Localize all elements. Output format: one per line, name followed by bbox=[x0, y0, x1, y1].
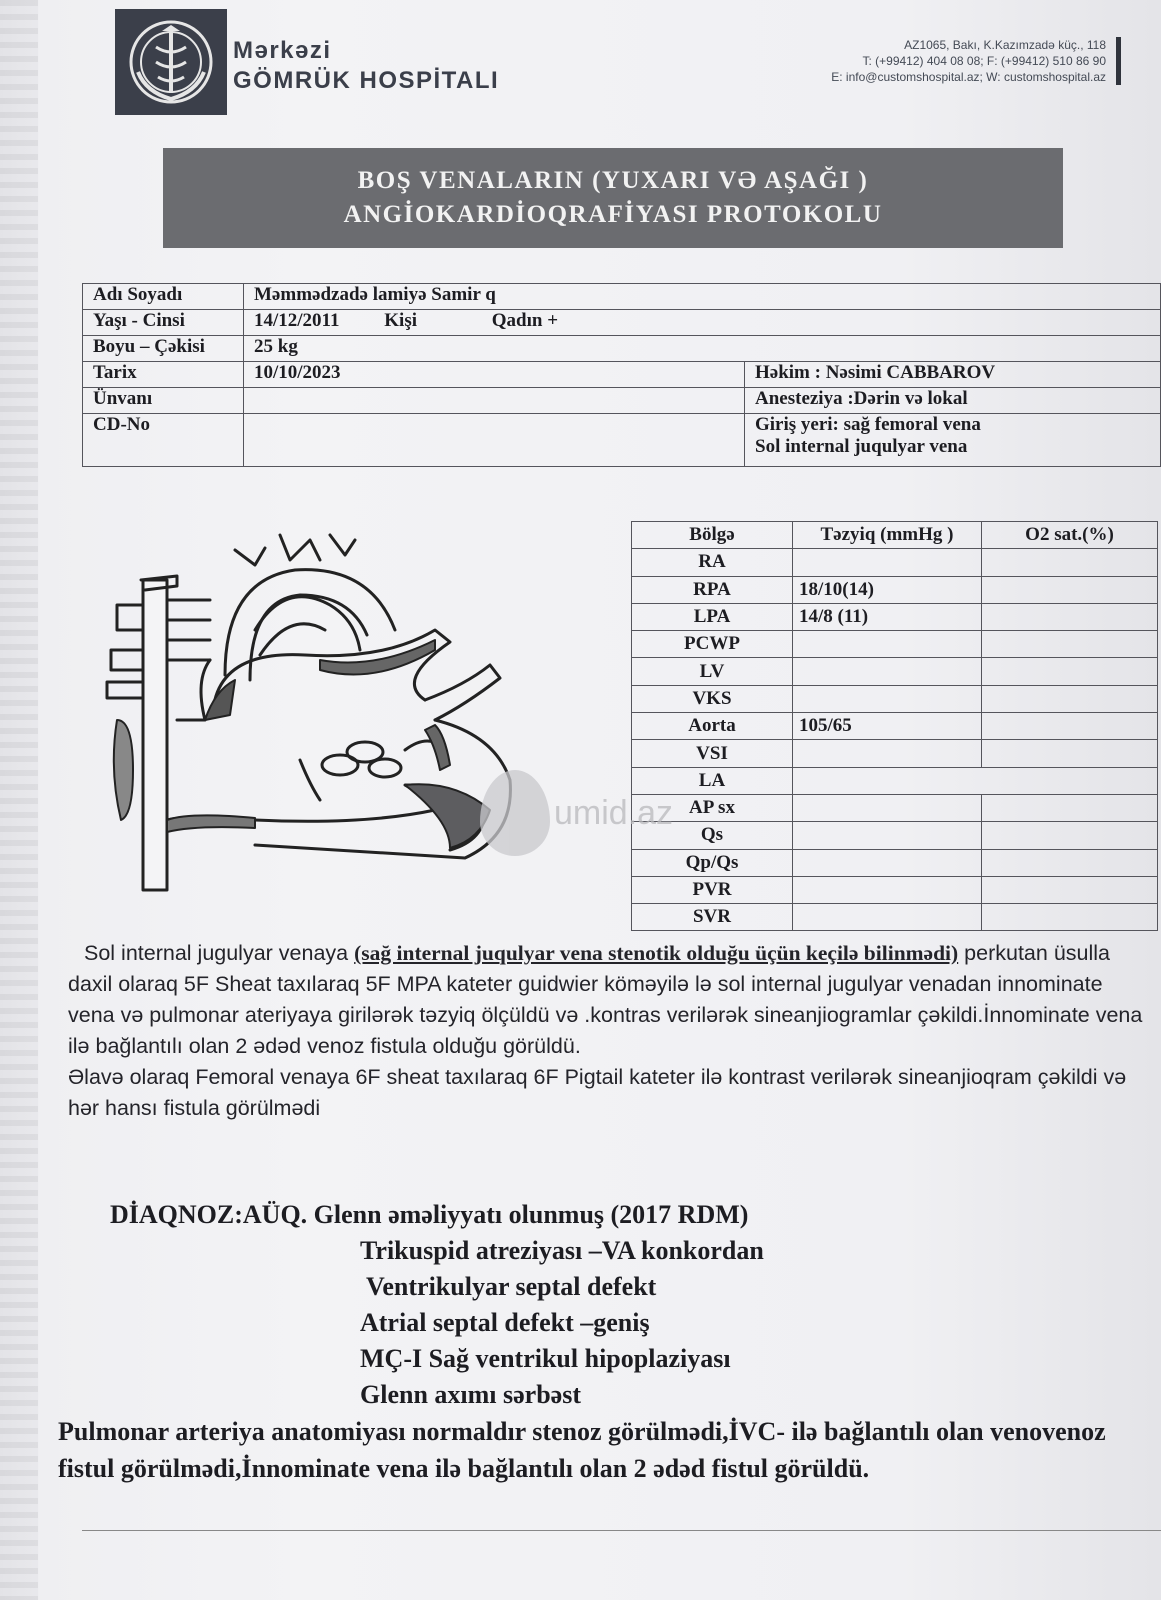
p1-rest: perkutan üsulla daxil olaraq 5F Sheat taxılaraq 5F MPA kateter guidwier köməyilə lə sol internal jugulyar venadan innominate vena və pulmonar ateriyaya girilərək təzyiq ölçüldü və .kontras verilərək sineanjiogramlar çəkildi.İnnominate vena ilə bağlantılı olan 2 ədəd venoz fistula olduğu görüldü. bbox=[68, 941, 1143, 1058]
table-row bbox=[632, 822, 1158, 849]
diagnosis-conclusion: Pulmonar arteriya anatomiyası normaldır stenoz görülmədi,İVC- ilə bağlantılı olan venovenoz fistul görülmədi,İnnominate vena ilə bağlantılı olan 2 ədəd fistul görüldü. bbox=[58, 1417, 1106, 1483]
pressure-cell bbox=[793, 549, 982, 576]
diagnosis-block bbox=[58, 1197, 1148, 1487]
caduceus-emblem-icon bbox=[126, 17, 216, 107]
hospital-name-line1: Mərkəzi bbox=[233, 37, 332, 64]
region-cell: AP sx bbox=[632, 794, 793, 821]
sat-cell bbox=[982, 631, 1158, 658]
cd-label: CD-No bbox=[83, 414, 244, 467]
contact-block bbox=[831, 37, 1121, 85]
age-sex-value bbox=[244, 310, 1161, 336]
table-row bbox=[632, 549, 1158, 576]
header-pressure: Təzyiq (mmHg ) bbox=[793, 522, 982, 549]
address-text: AZ1065, Bakı, K.Kazımzadə küç., 118 bbox=[904, 38, 1106, 52]
region-cell: Qs bbox=[632, 822, 793, 849]
pressure-cell bbox=[793, 822, 982, 849]
region-cell: LPA bbox=[632, 603, 793, 630]
footer-divider bbox=[82, 1530, 1161, 1531]
height-label: Boyu – Çəkisi bbox=[83, 336, 244, 362]
table-row bbox=[632, 740, 1158, 767]
table-row bbox=[632, 794, 1158, 821]
pressure-cell bbox=[793, 794, 982, 821]
table-row bbox=[632, 603, 1158, 630]
table-row bbox=[632, 849, 1158, 876]
pressure-cell bbox=[793, 767, 1158, 794]
region-cell: SVR bbox=[632, 904, 793, 931]
sat-cell bbox=[982, 576, 1158, 603]
diagnosis-line5: MÇ-I Sağ ventrikul hipoplaziyası bbox=[360, 1344, 731, 1373]
date-value: 10/10/2023 bbox=[244, 362, 745, 388]
pressure-cell: 18/10(14) bbox=[793, 576, 982, 603]
table-row bbox=[632, 876, 1158, 903]
table-row bbox=[632, 631, 1158, 658]
heart-diagram bbox=[105, 520, 535, 900]
header-o2sat: O2 sat.(%) bbox=[982, 522, 1158, 549]
pressure-cell bbox=[793, 740, 982, 767]
pressure-cell: 105/65 bbox=[793, 713, 982, 740]
pressure-cell bbox=[793, 685, 982, 712]
sat-cell bbox=[982, 822, 1158, 849]
table-row bbox=[83, 284, 1161, 310]
binder-edge bbox=[0, 0, 38, 1600]
document-title bbox=[163, 148, 1063, 248]
sat-cell bbox=[982, 713, 1158, 740]
date-label: Tarix bbox=[83, 362, 244, 388]
pressure-cell bbox=[793, 849, 982, 876]
watermark-text: umid.az bbox=[554, 793, 674, 832]
height-value: 25 kg bbox=[244, 336, 1161, 362]
diagnosis-line3: Ventrikulyar septal defekt bbox=[366, 1272, 657, 1301]
hospital-name bbox=[233, 36, 499, 96]
procedure-paragraph-1 bbox=[68, 938, 1148, 1062]
region-cell: Aorta bbox=[632, 713, 793, 740]
sat-cell bbox=[982, 685, 1158, 712]
birth-date: 14/12/2011 bbox=[254, 310, 340, 331]
table-row bbox=[632, 767, 1158, 794]
email-text: E: info@customshospital.az; W: customshospital.az bbox=[831, 70, 1106, 84]
watermark-drop-icon bbox=[480, 770, 550, 856]
table-header-row bbox=[632, 522, 1158, 549]
diagnosis-line1: DİAQNOZ:AÜQ. Glenn əməliyyatı olunmuş (2017 RDM) bbox=[110, 1200, 749, 1229]
pressure-cell bbox=[793, 658, 982, 685]
sat-cell bbox=[982, 876, 1158, 903]
region-cell: RPA bbox=[632, 576, 793, 603]
region-cell: LA bbox=[632, 767, 793, 794]
sat-cell bbox=[982, 549, 1158, 576]
access-value bbox=[745, 414, 1161, 467]
region-cell: LV bbox=[632, 658, 793, 685]
table-row bbox=[632, 713, 1158, 740]
watermark bbox=[480, 770, 673, 856]
diagnosis-line2: Trikuspid atreziyası –VA konkordan bbox=[360, 1236, 764, 1265]
address-label: Ünvanı bbox=[83, 388, 244, 414]
name-value: Məmmədzadə lamiyə Samir q bbox=[244, 284, 1161, 310]
table-row bbox=[632, 904, 1158, 931]
table-row bbox=[83, 336, 1161, 362]
sat-cell bbox=[982, 849, 1158, 876]
region-cell: PCWP bbox=[632, 631, 793, 658]
sat-cell bbox=[982, 794, 1158, 821]
sex-male: Kişi bbox=[384, 310, 417, 331]
doctor-value: Həkim : Nəsimi CABBAROV bbox=[745, 362, 1161, 388]
diagnosis-line6: Glenn axımı sərbəst bbox=[360, 1380, 581, 1409]
hospital-logo bbox=[115, 9, 227, 115]
sat-cell bbox=[982, 658, 1158, 685]
table-row bbox=[632, 658, 1158, 685]
header-region: Bölgə bbox=[632, 522, 793, 549]
anesthesia-value: Anesteziya :Dərin və lokal bbox=[745, 388, 1161, 414]
patient-info-table bbox=[82, 283, 1161, 467]
hospital-name-line2: GÖMRÜK HOSPİTALI bbox=[233, 67, 500, 94]
pressure-table bbox=[631, 521, 1158, 931]
table-row bbox=[83, 414, 1161, 467]
procedure-text bbox=[68, 938, 1148, 1124]
procedure-paragraph-2: Əlavə olaraq Femoral venaya 6F sheat taxılaraq 6F Pigtail kateter ilə kontrast verilərək sineanjioqram çəkildi və hər hansı fistula görülmədi bbox=[68, 1065, 1127, 1120]
access-line1: Giriş yeri: sağ femoral vena bbox=[755, 414, 981, 435]
pressure-cell bbox=[793, 631, 982, 658]
pressure-cell bbox=[793, 904, 982, 931]
diagnosis-line4: Atrial septal defekt –geniş bbox=[360, 1308, 650, 1337]
region-cell: VSI bbox=[632, 740, 793, 767]
region-cell: VKS bbox=[632, 685, 793, 712]
cd-value bbox=[244, 414, 745, 467]
title-line2: ANGİOKARDİOQRAFİYASI PROTOKOLU bbox=[343, 201, 883, 228]
table-row bbox=[632, 685, 1158, 712]
region-cell: Qp/Qs bbox=[632, 849, 793, 876]
sat-cell bbox=[982, 740, 1158, 767]
region-cell: PVR bbox=[632, 876, 793, 903]
name-label: Adı Soyadı bbox=[83, 284, 244, 310]
age-label: Yaşı - Cinsi bbox=[83, 310, 244, 336]
p1-underlined: (sağ internal juqulyar vena stenotik olduğu üçün keçilə bilinmədi) bbox=[354, 941, 959, 965]
table-row bbox=[83, 388, 1161, 414]
access-line2: Sol internal juqulyar vena bbox=[755, 436, 968, 457]
sat-cell bbox=[982, 603, 1158, 630]
table-row bbox=[83, 310, 1161, 336]
sex-female: Qadın + bbox=[491, 310, 559, 331]
table-row bbox=[83, 362, 1161, 388]
title-line1: BOŞ VENALARIN (YUXARI VƏ AŞAĞI ) bbox=[357, 167, 869, 194]
pressure-cell bbox=[793, 876, 982, 903]
table-row bbox=[632, 576, 1158, 603]
sat-cell bbox=[982, 904, 1158, 931]
phone-text: T: (+99412) 404 08 08; F: (+99412) 510 86 90 bbox=[862, 54, 1106, 68]
p1-start: Sol internal jugulyar venaya bbox=[84, 941, 355, 965]
pressure-cell: 14/8 (11) bbox=[793, 603, 982, 630]
address-value bbox=[244, 388, 745, 414]
region-cell: RA bbox=[632, 549, 793, 576]
